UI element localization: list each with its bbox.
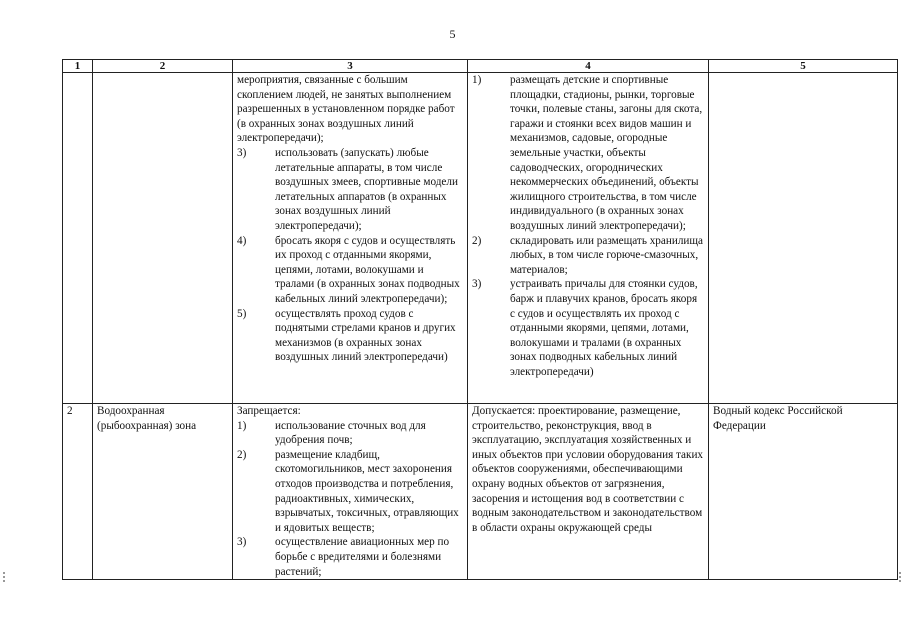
list-item-number: 5) <box>237 307 247 320</box>
column-header: 5 <box>709 60 898 73</box>
list-item-text: использование сточных вод для удобрения почв; <box>275 419 426 447</box>
restrictions-cell <box>468 73 709 404</box>
permissions-cell <box>468 404 709 580</box>
list-item-number: 1) <box>237 419 247 432</box>
list-item <box>472 277 704 379</box>
list-item-text: бросать якоря с судов и осуществлять их проход с отданными якорями, цепями, лотами, волокушами и тралами (в охранных зонах подводных кабельных линий электропередачи); <box>275 234 460 305</box>
list-item-number: 3) <box>472 278 482 291</box>
legal-basis-cell <box>709 73 898 404</box>
list-item-number: 1) <box>472 74 482 86</box>
list-item <box>237 535 463 579</box>
list-item <box>237 419 463 448</box>
list-item-number: 2) <box>237 448 247 461</box>
list-item-text: размещение кладбищ, скотомогильников, мест захоронения отходов производства и потребления, радиоактивных, химических, взрывчатых, токсичных, отравляющих и ядовитых веществ; <box>275 448 459 534</box>
cell-intro-text: мероприятия, связанные с большим скоплением людей, не занятых выполнением разрешенных в установленном порядке работ (в охранных зонах воздушных линий электропередачи); <box>237 74 455 145</box>
table-row <box>63 404 898 580</box>
list-item-text: осуществлять проход судов с поднятыми стрелами кранов и других механизмов (в охранных зонах воздушных линий электропередачи) <box>275 307 456 364</box>
list-item-text: размещать детские и спортивные площадки, стадионы, рынки, торговые точки, полевые станы, загоны для скота, гаражи и стоянки всех видов машин и механизмов, садовые, огородные земельные участки, объекты садоводческих, огороднических некоммерческих объединений, объекты жилищного строительства, в том числе индивидуального (в охранных зонах воздушных линий электропередачи); <box>510 74 703 232</box>
scan-artifact-left <box>3 572 5 584</box>
row-number-cell <box>63 73 93 404</box>
scan-artifact-right <box>899 572 901 584</box>
column-header: 1 <box>63 60 93 73</box>
row-number-cell: 2 <box>63 404 93 580</box>
zone-name-cell <box>93 73 233 404</box>
list-item-text: использовать (запускать) любые летательные аппараты, в том числе воздушных змеев, спортивные модели летательных аппаратов (в охранных зонах воздушных линий электропередачи); <box>275 146 458 232</box>
list-item <box>237 448 463 536</box>
list-item <box>472 234 704 278</box>
column-header: 4 <box>468 60 709 73</box>
list-item-number: 2) <box>472 234 482 247</box>
table-row <box>63 73 898 404</box>
table-header-row <box>63 60 898 73</box>
list-item-number: 3) <box>237 536 247 549</box>
list-item <box>472 73 704 234</box>
list-item-number: 4) <box>237 234 247 247</box>
cell-intro-text: Допускается: проектирование, размещение, строительство, реконструкция, ввод в эксплуатацию, эксплуатация хозяйственных и иных объектов при условии оборудования таких объектов сооружениями, обеспечивающими охрану водных объектов от загрязнения, засорения и истощения вод в соответствии с водным законодательством и законодательством в области охраны окружающей среды <box>472 405 704 534</box>
restrictions-cell <box>233 404 468 580</box>
list-item <box>237 307 463 365</box>
list-item-text: устраивать причалы для стоянки судов, барж и плавучих кранов, бросать якоря с судов и осуществлять их проход с отданными якорями, цепями, лотами, волокушами и тралами (в охранных зонах подводных кабельных линий электропередачи) <box>510 278 698 378</box>
column-header: 3 <box>233 60 468 73</box>
restrictions-table <box>62 59 898 580</box>
list-item-text: осуществление авиационных мер по борьбе с вредителями и болезнями растений; <box>275 536 450 578</box>
page-number: 5 <box>449 27 456 41</box>
column-header: 2 <box>93 60 233 73</box>
zone-name-cell: Водоохранная (рыбоохранная) зона <box>93 404 233 580</box>
legal-basis-cell: Водный кодекс Российской Федерации <box>709 404 898 580</box>
list-item-number: 3) <box>237 146 247 159</box>
list-item <box>237 234 463 307</box>
restrictions-cell <box>233 73 468 404</box>
list-item <box>237 146 463 234</box>
list-item-text: складировать или размещать хранилища любых, в том числе горюче-смазочных, материалов; <box>510 234 703 276</box>
cell-intro-text: Запрещается: <box>237 405 301 417</box>
